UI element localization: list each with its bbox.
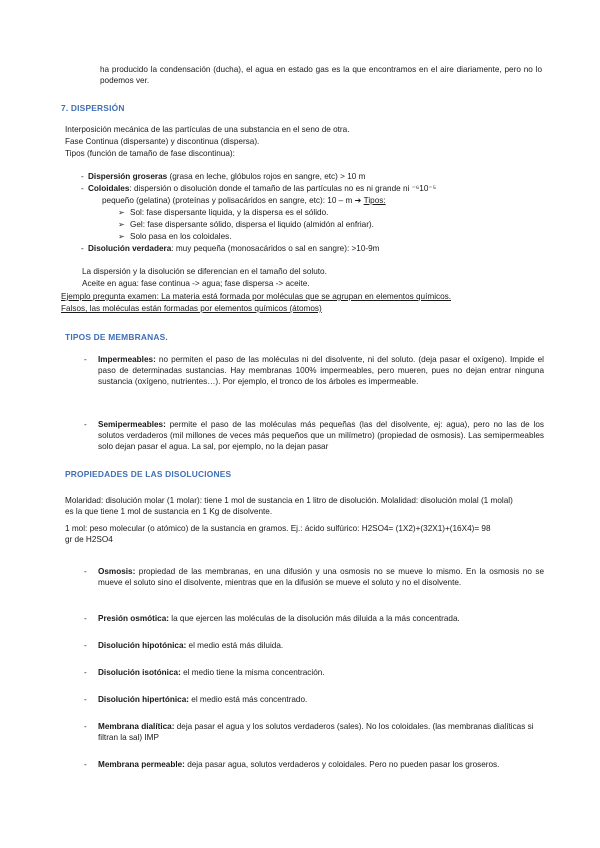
membrana-semipermeables — [84, 419, 544, 452]
section-heading-propiedades: PROPIEDADES DE LAS DISOLUCIONES — [65, 469, 232, 479]
prop-isotonica — [84, 667, 544, 678]
bullet-text: : dispersión o disolución donde el tamaño de las partículas no es ni grande ni ⁻⁶10⁻⁵ — [129, 184, 437, 193]
bullet-term: Membrana dialítica: — [98, 722, 175, 731]
bullet-dash: - — [84, 695, 87, 704]
bullet-text: no permiten el paso de las moléculas ni del disolvente, ni del soluto. (deja pasar el oxígeno). Impide el paso de determinadas sustancias. Hay membranas 100% impermeables, pero mueren, pues no dejan entrar ninguna sustancia (oxígeno, nutrientes…). Por ejemplo, el tronco de los árboles es impermeable. — [98, 355, 544, 386]
bullet-term: Disolución isotónica: — [98, 668, 181, 677]
bullet-text: el medio está más concentrado. — [188, 695, 308, 704]
dispersion-difference: La dispersión y la disolución se diferencian en el tamaño del soluto. — [82, 267, 327, 276]
section-heading-membranas: TIPOS DE MEMBRANAS. — [65, 332, 168, 342]
bullet-coloidales — [81, 183, 548, 194]
subtype-gel — [118, 219, 374, 230]
bullet-term: Disolución hipertónica: — [98, 695, 189, 704]
bullet-text: deja pasar el agua y los solutos verdaderos (sales). No los coloidales. (las membranas dialíticas si filtran la sal) IMP — [98, 722, 534, 742]
bullet-dash: - — [84, 614, 87, 623]
prop-osmosis — [84, 566, 544, 588]
subtype-sol — [118, 207, 329, 218]
dispersion-definition: Interposición mecánica de las partículas de una substancia en el seno de otra. — [65, 125, 350, 134]
coloidales-continuation — [102, 195, 386, 206]
bullet-term: Disolución hipotónica: — [98, 641, 187, 650]
subtype-text: Sol: fase dispersante liquida, y la dispersa es el sólido. — [130, 208, 329, 217]
bullet-text: propiedad de las membranas, en una difusión y una osmosis no se mueve lo mismo. En la osmosis no se mueve el soluto sino el disolvente, mientras que en la difusión se mueve el soluto y no el disolvente. — [98, 567, 544, 587]
bullet-dash: - — [81, 184, 84, 193]
prop-membrana-dialitica — [84, 721, 538, 743]
molaridad-paragraph: Molaridad: disolución molar (1 molar): tiene 1 mol de sustancia en 1 litro de disolución. Molalidad: disolución molal (1 molal) es la que tiene 1 mol de sustancia en 1 Kg de disolvente. — [65, 496, 513, 516]
bullet-dash: - — [84, 760, 87, 769]
bullet-dash: - — [84, 355, 87, 364]
bullet-dash: - — [81, 244, 84, 253]
bullet-dash: - — [84, 567, 87, 576]
prop-membrana-permeable — [84, 759, 538, 770]
subtype-coloidales-note — [118, 231, 232, 242]
dispersion-types-intro: Tipos (función de tamaño de fase discontinua): — [65, 149, 235, 158]
bullet-term: Membrana permeable: — [98, 760, 185, 769]
bullet-text: : muy pequeña (monosacáridos o sal en sangre): >10-9m — [171, 244, 380, 253]
bullet-text: el medio está más diluida. — [186, 641, 284, 650]
right-arrow-icon: ➔ — [354, 196, 362, 205]
bullet-disolucion-verdadera — [81, 243, 548, 254]
prop-hipotonica — [84, 640, 544, 651]
mol-definition-paragraph: 1 mol: peso molecular (o atómico) de la sustancia en gramos. Ej.: ácido sulfúrico: H2SO4= (1X2)+(32X1)+(16X4)= 98 gr de H2SO4 — [65, 524, 491, 544]
dispersion-example: Aceite en agua: fase continua -> agua; fase dispersa -> aceite. — [82, 279, 310, 288]
exam-question: Ejemplo pregunta examen: La materia está formada por moléculas que se agrupan en elementos químicos. — [61, 292, 452, 301]
intro-paragraph: ha producido la condensación (ducha), el agua en estado gas es la que encontramos en el aire diariamente, pero no lo podemos ver. — [100, 65, 542, 85]
bullet-dash: - — [81, 172, 84, 181]
prop-hipertonica — [84, 694, 544, 705]
bullet-term: Coloidales — [88, 184, 130, 193]
arrowhead-bullet-icon: ➢ — [118, 220, 125, 229]
bullet-text: (grasa en leche, glóbulos rojos en sangre, etc) > 10 m — [167, 172, 366, 181]
tipos-label: Tipos: — [363, 196, 386, 205]
bullet-term: Presión osmótica: — [98, 614, 169, 623]
section-heading-dispersion: 7. DISPERSIÓN — [61, 103, 125, 113]
bullet-term: Dispersión groseras — [88, 172, 168, 181]
bullet-text: permite el paso de las moléculas más pequeñas (las del disolvente, ej: agua), pero no las de los solutos verdaderos (mil millones de veces más pequeños que un milímetro) (propiedad de osmosis). Las semipermeables solo dejan pasar el agua. La sal, por ejemplo, no la dejan pasar — [98, 420, 544, 451]
bullet-dash: - — [84, 420, 87, 429]
membrana-impermeables — [84, 354, 544, 387]
bullet-term: Disolución verdadera — [88, 244, 172, 253]
coloidales-continuation-text: pequeño (gelatina) (proteínas y polisacáridos en sangre, etc): 10 – m — [102, 196, 353, 205]
exam-answer: Falsos, las moléculas están formadas por elementos químicos (átomos) — [61, 304, 322, 313]
prop-presion-osmotica — [84, 613, 544, 624]
bullet-dash: - — [84, 722, 87, 731]
bullet-term: Impermeables: — [98, 355, 156, 364]
bullet-text: la que ejercen las moléculas de la disolución más diluida a la más concentrada. — [168, 614, 460, 623]
dispersion-phases: Fase Continua (dispersante) y discontinua (dispersa). — [65, 137, 260, 146]
arrowhead-bullet-icon: ➢ — [118, 232, 125, 241]
bullet-text: el medio tiene la misma concentración. — [180, 668, 325, 677]
bullet-dispersion-groseras — [81, 171, 548, 182]
bullet-dash: - — [84, 668, 87, 677]
bullet-dash: - — [84, 641, 87, 650]
subtype-text: Solo pasa en los coloidales. — [130, 232, 232, 241]
bullet-term: Osmosis: — [98, 567, 136, 576]
bullet-term: Semipermeables: — [98, 420, 166, 429]
bullet-text: deja pasar agua, solutos verdaderos y coloidales. Pero no pueden pasar los groseros. — [184, 760, 500, 769]
subtype-text: Gel: fase dispersante sólido, dispersa el liquido (almidón al enfriar). — [130, 220, 374, 229]
arrowhead-bullet-icon: ➢ — [118, 208, 125, 217]
